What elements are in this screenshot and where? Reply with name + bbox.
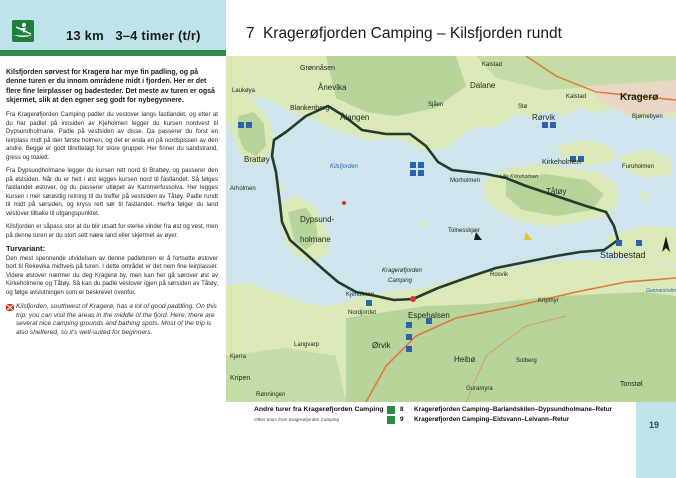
map-islet bbox=[419, 221, 425, 227]
other-route-number: 9 bbox=[400, 416, 404, 423]
route-meta bbox=[66, 28, 201, 43]
place-label: Gunnarsholm bbox=[646, 288, 676, 294]
place-label: Kalstad bbox=[566, 94, 587, 100]
place-label: Arholmen bbox=[230, 186, 256, 192]
bathing-icon bbox=[406, 346, 412, 352]
place-label: Furuholmen bbox=[622, 164, 655, 170]
place-label: Rønningen bbox=[256, 392, 286, 398]
route-distance: 13 km bbox=[66, 28, 104, 43]
route-title: Kragerøfjorden Camping – Kilsfjorden rundt bbox=[262, 25, 562, 42]
other-tours-label: Andre turer fra Kragerøfjorden Camping bbox=[254, 406, 384, 413]
map-islet bbox=[279, 185, 285, 191]
place-label: Lille Kirkeholmen bbox=[500, 174, 539, 180]
page-number-tab bbox=[636, 402, 676, 478]
place-label: Brattøy bbox=[244, 155, 270, 164]
place-label: Kripen bbox=[230, 375, 251, 382]
route-map[interactable] bbox=[226, 56, 676, 402]
place-label: Camping bbox=[388, 278, 413, 284]
place-label: Tonstøl bbox=[620, 381, 643, 388]
place-label: Nordjordet bbox=[348, 310, 377, 316]
uk-flag-icon bbox=[6, 304, 14, 311]
campsite-icon bbox=[406, 322, 412, 328]
other-route-name: Kragerøfjorden Camping–Eidsvann–Leivann–Retur bbox=[414, 416, 570, 423]
bathing-icon bbox=[418, 162, 424, 168]
english-text: Kilsfjorden, southwest of Kragerø, has a lot of good paddling. On this trip, you can visit the areas in the middle of the fjord. Here, there are several nice camping grounds and bathing spots. Most of the trip is also sheltered, so it's well-suited for beginners. bbox=[16, 303, 217, 336]
place-label: Grønnåsen bbox=[300, 65, 336, 72]
place-label: Espehalsen bbox=[408, 311, 450, 320]
place-label: Blankenberg bbox=[290, 105, 330, 112]
variant-heading: Turvariant: bbox=[6, 244, 46, 254]
route-duration: 3–4 timer (t/r) bbox=[115, 28, 201, 43]
toilet-icon bbox=[406, 334, 412, 340]
place-label: Laukøya bbox=[232, 88, 256, 94]
place-label: Langvarp bbox=[294, 342, 320, 348]
campsite-icon bbox=[238, 122, 244, 128]
place-label: Dypsund- bbox=[300, 215, 335, 224]
variant-paragraph: Den mest spennende utvidelsen av denne padleturen er å fortsette østover bort til Rekevika midtveis på turen. I dette området er det nem fine leirplasser. Videre østover nærmer du deg Kragerø by, men kan her gå sørover øst av Kirkeholmene og Tåtøy. Så kan du padle vestover igjen på sørsiden av Tåtøy, og følge avslutningen som er beskrevet ovenfor. bbox=[6, 254, 218, 296]
place-label: Kripmyr bbox=[538, 298, 559, 304]
place-label: Ørvik bbox=[372, 341, 391, 350]
place-label: Ålangen bbox=[340, 113, 370, 122]
place-label: Tåtøy bbox=[546, 187, 567, 196]
place-label: Kragerø bbox=[620, 92, 659, 103]
body-paragraph: Kilsfjorden er såpass stor at du blir utsatt for sterke vinder fra øst og vest, men på denne turen er du stort sett nære land eller skjermet av øyer. bbox=[6, 223, 218, 239]
place-label: Kalstad bbox=[482, 62, 503, 68]
page-number: 19 bbox=[649, 420, 660, 430]
place-label: Rørvik bbox=[532, 113, 556, 122]
other-route-name: Kragerøfjorden Camping–Barlandskilen–Dypsundholmane–Retur bbox=[414, 406, 613, 413]
toilet-icon bbox=[246, 122, 252, 128]
page-title bbox=[246, 25, 562, 43]
other-route-9[interactable] bbox=[387, 415, 569, 424]
kayak-icon bbox=[12, 20, 34, 42]
place-label: Kjeholmen bbox=[346, 292, 375, 298]
place-label: Dalane bbox=[470, 81, 496, 90]
place-label: Bjørnebyen bbox=[632, 114, 663, 120]
kayak-icon bbox=[387, 406, 395, 414]
place-label: Ånevika bbox=[318, 83, 347, 92]
place-label: Rosvik bbox=[490, 272, 509, 278]
harbour-icon bbox=[636, 240, 642, 246]
place-label: Guramyra bbox=[466, 386, 493, 392]
other-route-8[interactable] bbox=[387, 405, 612, 414]
place-label: Kilsfjorden bbox=[330, 164, 359, 170]
place-label: Heibø bbox=[454, 355, 476, 364]
place-label: Kirkeholmen bbox=[542, 159, 581, 166]
body-paragraph: Fra Dypsundholmane legger du kursen rett nord til Brattøy, og passerer den på østsiden. Når du er helt i øst legges kursen nord til fastlandet. Så følges fastlandet østover, og du passerer utløpet av Kammerfossolva. Her legges kursen i mer sørøstlig retning til du treffer på vestsiden av Tåtøy. Padle rundt til midt på sørsiden, og kryss rett sør til fastlandet. Herfra følger du land vestover tilbake til utgangspunktet. bbox=[6, 167, 218, 217]
harbour-icon bbox=[550, 122, 556, 128]
red-flag-marker bbox=[342, 201, 346, 205]
article-body bbox=[6, 68, 218, 338]
parking-icon bbox=[418, 170, 424, 176]
parking-icon bbox=[542, 122, 548, 128]
place-label: holmane bbox=[300, 235, 331, 244]
place-label: Morholmen bbox=[450, 178, 481, 184]
english-summary bbox=[6, 303, 218, 337]
place-label: Solberg bbox=[516, 358, 537, 364]
place-label: Kragerøfjorden bbox=[382, 268, 423, 274]
map-islet bbox=[640, 192, 648, 200]
place-label: Sjåen bbox=[428, 102, 444, 108]
campsite-icon bbox=[410, 162, 416, 168]
intro-paragraph: Kilsfjorden sørvest for Kragerø har mye fin padling, og på denne turen er du innom områdene midt i fjorden. Her er det flere fine leirplasser og badesteder. Det meste av turen er også skjermet, slik at den egner seg godt for nybegynnere. bbox=[6, 69, 215, 104]
body-paragraph: Fra Kragerøfjorden Camping padler du vestover langs fastlandet, og etter at du har padlet på innsiden av Kjeholmen legger du kursen nordvest til Dypsundholmane. Padle på vestsiden av disse. Da passerer du forst en leirplass midt på den første holmen, og det er enda en på nordspissen av den andre. Begge er godt tilrettelagt for store grupper. Her finner du sandstrand, gress og toalett. bbox=[6, 111, 218, 161]
kayak-icon bbox=[387, 416, 395, 424]
other-route-number: 8 bbox=[400, 406, 404, 413]
place-label: Tolnesskjær bbox=[448, 228, 481, 234]
route-number: 7 bbox=[246, 25, 255, 42]
place-label: Kjerra bbox=[230, 354, 247, 360]
toilet-icon bbox=[410, 170, 416, 176]
place-label: Stø bbox=[518, 104, 528, 110]
start-marker[interactable] bbox=[410, 296, 416, 302]
parking-icon bbox=[616, 240, 622, 246]
campsite-icon bbox=[366, 300, 372, 306]
other-tours-sublabel: Other tours from Kragerøfjorden Camping bbox=[254, 417, 340, 422]
place-label: Stabbestad bbox=[600, 250, 646, 260]
header-divider bbox=[0, 50, 226, 56]
